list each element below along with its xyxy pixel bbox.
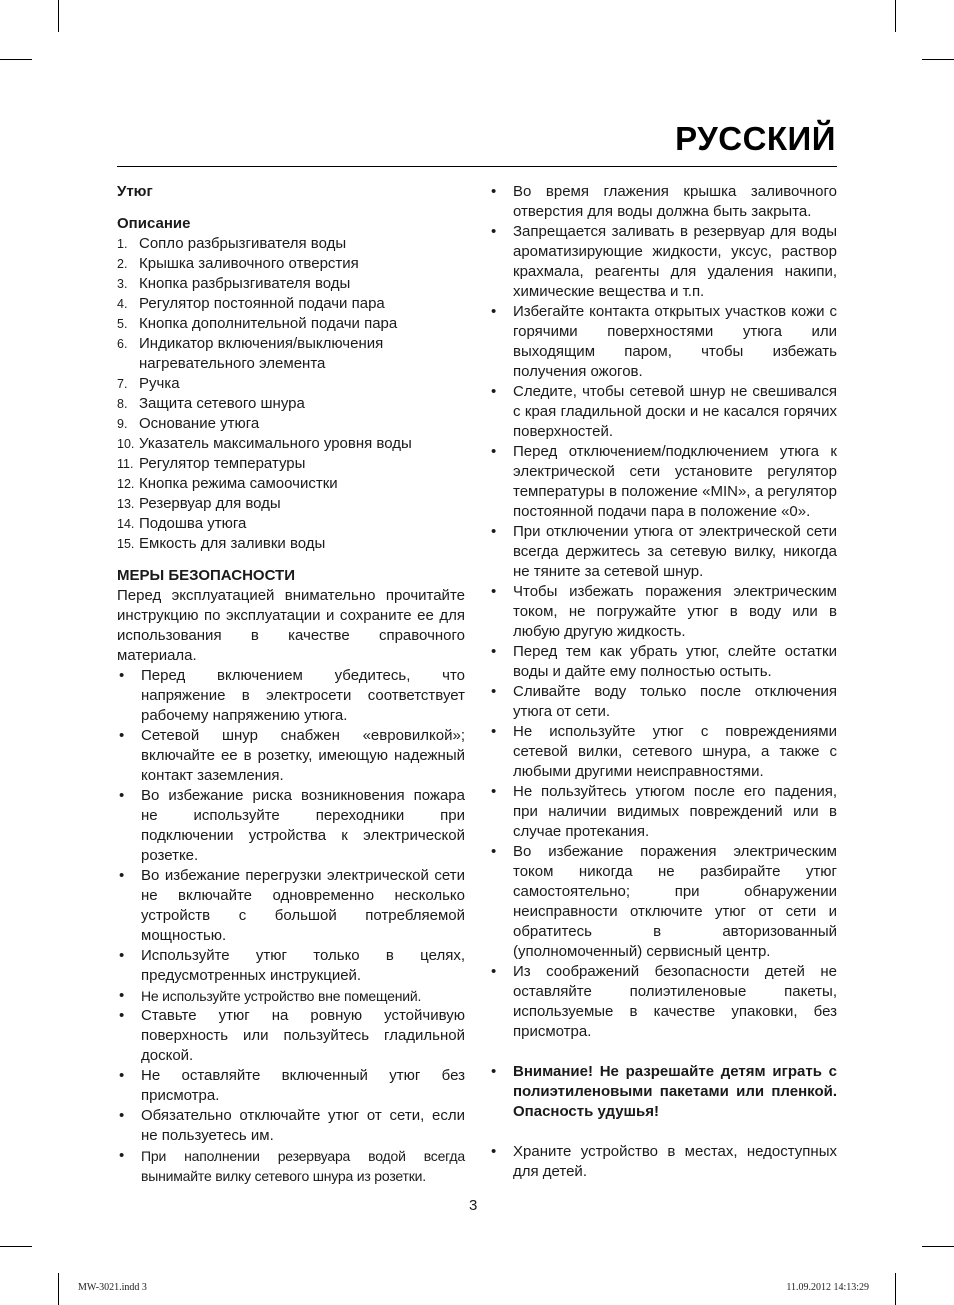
item-text: Не пользуйтесь утюгом после его падения, при наличии видимых повреждений или в случае протекания.: [513, 783, 837, 840]
item-number: 3.: [117, 277, 128, 291]
list-item: [117, 1146, 465, 1186]
item-text: Кнопка дополнительной подачи пара: [139, 315, 398, 332]
item-text: Используйте утюг только в целях, предусмотренных инструкцией.: [141, 947, 465, 984]
warning-block: [489, 1062, 837, 1122]
item-number: 7.: [117, 377, 128, 391]
list-item: [489, 842, 837, 962]
parts-list: [117, 234, 465, 554]
item-text: Перед отключением/подключением утюга к электрической сети установите регулятор температуры в положение «MIN», а регулятор постоянной подачи пара в положение «0».: [513, 443, 837, 520]
bullet-icon: •: [491, 643, 497, 660]
list-item: [489, 442, 837, 522]
item-text: Во время глажения крышка заливочного отверстия для воды должна быть закрыта.: [513, 183, 837, 220]
item-text: Емкость для заливки воды: [139, 535, 326, 552]
crop-mark: [58, 0, 59, 32]
safety-intro: Перед эксплуатацией внимательно прочитайте инструкцию по эксплуатации и сохраните ее для использования в качестве справочного материала.: [117, 587, 465, 664]
list-item: [117, 1066, 465, 1106]
item-text: Регулятор температуры: [139, 455, 306, 472]
footer-timestamp: 11.09.2012 14:13:29: [786, 1282, 869, 1293]
bullet-icon: •: [491, 1063, 497, 1080]
item-text: Не используйте утюг с повреждениями сетевой вилки, сетевого шнура, а также с любыми другими неисправностями.: [513, 723, 837, 780]
item-number: 15.: [117, 537, 135, 551]
product-heading: Утюг: [117, 183, 153, 200]
list-item: [489, 382, 837, 442]
list-item: [117, 414, 465, 434]
safety-list-right: [489, 182, 837, 1042]
description-heading: Описание: [117, 215, 191, 232]
bullet-icon: •: [119, 987, 125, 1004]
list-item: [117, 234, 465, 254]
warning-item: [489, 1062, 837, 1122]
item-text: Перед тем как убрать утюг, слейте остатки воды и дайте ему полностью остыть.: [513, 643, 837, 680]
list-item: [117, 1106, 465, 1146]
item-text: Обязательно отключайте утюг от сети, если не пользуетесь им.: [141, 1107, 465, 1144]
bullet-icon: •: [119, 727, 125, 744]
item-number: 8.: [117, 397, 128, 411]
closing-list: [489, 1142, 837, 1182]
list-item: [489, 682, 837, 722]
list-item: [117, 946, 465, 986]
bullet-icon: •: [119, 867, 125, 884]
list-item: [117, 534, 465, 554]
list-item: [489, 1142, 837, 1182]
list-item: [117, 1006, 465, 1066]
item-text: Сопло разбрызгивателя воды: [139, 235, 347, 252]
item-number: 5.: [117, 317, 128, 331]
bullet-icon: •: [119, 1107, 125, 1124]
item-text: Во избежание перегрузки электрической сети не включайте одновременно несколько устройств с большой потребляемой мощностью.: [141, 867, 465, 944]
list-item: [117, 726, 465, 786]
item-number: 11.: [117, 457, 134, 471]
item-text: Перед включением убедитесь, что напряжение в электросети соответствует рабочему напряжению утюга.: [141, 667, 465, 724]
item-text: Храните устройство в местах, недоступных для детей.: [513, 1143, 837, 1180]
list-item: [117, 514, 465, 534]
item-text: При отключении утюга от электрической сети всегда держитесь за сетевую вилку, никогда не тяните за сетевой шнур.: [513, 523, 837, 580]
crop-mark: [922, 59, 954, 60]
bullet-icon: •: [119, 787, 125, 804]
item-text: Сливайте воду только после отключения утюга от сети.: [513, 683, 837, 720]
bullet-icon: •: [119, 1147, 125, 1164]
item-number: 6.: [117, 337, 128, 351]
bullet-icon: •: [491, 963, 497, 980]
list-item: [117, 474, 465, 494]
list-item: [117, 254, 465, 274]
item-text: Чтобы избежать поражения электрическим током, не погружайте утюг в воду или в любую другую жидкость.: [513, 583, 837, 640]
list-item: [117, 274, 465, 294]
list-item: [117, 334, 465, 374]
list-item: [117, 314, 465, 334]
item-number: 14.: [117, 517, 135, 531]
item-number: 12.: [117, 477, 135, 491]
page-title: РУССКИЙ: [675, 120, 836, 157]
list-item: [117, 666, 465, 726]
item-text: Крышка заливочного отверстия: [139, 255, 359, 272]
bullet-icon: •: [119, 667, 125, 684]
item-text: Во избежание поражения электрическим током никогда не разбирайте утюг самостоятельно; при обнаружении неисправности отключите утюг от сети и обратитесь в авторизованный (уполномоченный) сервисный центр.: [513, 843, 837, 960]
bullet-icon: •: [491, 683, 497, 700]
item-number: 4.: [117, 297, 128, 311]
list-item: [489, 722, 837, 782]
list-item: [489, 522, 837, 582]
item-text: Регулятор постоянной подачи пара: [139, 295, 385, 312]
list-item: [489, 782, 837, 842]
list-item: [117, 434, 465, 454]
item-text: Сетевой шнур снабжен «евровилкой»; включайте ее в розетку, имеющую надежный контакт заземления.: [141, 727, 465, 784]
bullet-icon: •: [119, 1007, 125, 1024]
item-text: Кнопка режима самоочистки: [139, 475, 338, 492]
bullet-icon: •: [491, 303, 497, 320]
list-item: [489, 642, 837, 682]
item-text: Защита сетевого шнура: [139, 395, 305, 412]
item-text: Указатель максимального уровня воды: [139, 435, 412, 452]
bullet-icon: •: [491, 223, 497, 240]
item-text: Кнопка разбрызгивателя воды: [139, 275, 351, 292]
bullet-icon: •: [491, 183, 497, 200]
item-text: Ручка: [139, 375, 180, 392]
crop-mark: [895, 1273, 896, 1305]
bullet-icon: •: [119, 947, 125, 964]
item-text: Запрещается заливать в резервуар для воды ароматизирующие жидкости, уксус, раствор крахмала, реагенты для удаления накипи, химические вещества и т.п.: [513, 223, 837, 300]
safety-heading: МЕРЫ БЕЗОПАСНОСТИ: [117, 567, 295, 584]
page-number: 3: [469, 1197, 478, 1214]
list-item: [489, 222, 837, 302]
list-item: [117, 454, 465, 474]
item-text: Не используйте устройство вне помещений.: [141, 988, 422, 1004]
list-item: [117, 494, 465, 514]
item-text: Основание утюга: [139, 415, 260, 432]
bullet-icon: •: [491, 383, 497, 400]
item-text: Из соображений безопасности детей не оставляйте полиэтиленовые пакеты, используемые в качестве упаковки, без присмотра.: [513, 963, 837, 1040]
crop-mark: [0, 1246, 32, 1247]
bullet-icon: •: [491, 783, 497, 800]
item-number: 9.: [117, 417, 128, 431]
header-rule: [117, 166, 837, 167]
item-text: Подошва утюга: [139, 515, 247, 532]
warning-text: Внимание! Не разрешайте детям играть с полиэтиленовыми пакетами или пленкой. Опасность удушья!: [513, 1063, 837, 1120]
item-number: 2.: [117, 257, 128, 271]
bullet-icon: •: [491, 843, 497, 860]
item-text: При наполнении резервуара водой всегда вынимайте вилку сетевого шнура из розетки.: [141, 1148, 465, 1184]
list-item: [117, 986, 465, 1006]
item-text: Во избежание риска возникновения пожара не используйте переходники при подключении устройства к электрической розетке.: [141, 787, 465, 864]
bullet-icon: •: [491, 443, 497, 460]
crop-mark: [58, 1273, 59, 1305]
right-column: [489, 182, 837, 1182]
list-item: [489, 182, 837, 222]
list-item: [117, 394, 465, 414]
item-number: 10.: [117, 437, 135, 451]
item-number: 1.: [117, 237, 128, 251]
item-text: Резервуар для воды: [139, 495, 281, 512]
list-item: [489, 302, 837, 382]
list-item: [489, 582, 837, 642]
left-column: [117, 182, 465, 1186]
item-text: Избегайте контакта открытых участков кожи с горячими поверхностями утюга или выходящим паром, чтобы избежать получения ожогов.: [513, 303, 837, 380]
footer-filename: MW-3021.indd 3: [78, 1282, 147, 1293]
item-text: Не оставляйте включенный утюг без присмотра.: [141, 1067, 465, 1104]
crop-mark: [922, 1246, 954, 1247]
item-text: Индикатор включения/выключения нагревательного элемента: [139, 335, 384, 372]
list-item: [117, 866, 465, 946]
bullet-icon: •: [491, 523, 497, 540]
crop-mark: [895, 0, 896, 32]
list-item: [489, 962, 837, 1042]
crop-mark: [0, 59, 32, 60]
bullet-icon: •: [491, 1143, 497, 1160]
safety-list-left: [117, 666, 465, 1186]
item-text: Следите, чтобы сетевой шнур не свешивался с края гладильной доски и не касался горячих поверхностей.: [513, 383, 837, 440]
item-text: Ставьте утюг на ровную устойчивую поверхность или пользуйтесь гладильной доской.: [141, 1007, 465, 1064]
list-item: [117, 294, 465, 314]
bullet-icon: •: [491, 723, 497, 740]
bullet-icon: •: [491, 583, 497, 600]
item-number: 13.: [117, 497, 135, 511]
bullet-icon: •: [119, 1067, 125, 1084]
list-item: [117, 374, 465, 394]
list-item: [117, 786, 465, 866]
